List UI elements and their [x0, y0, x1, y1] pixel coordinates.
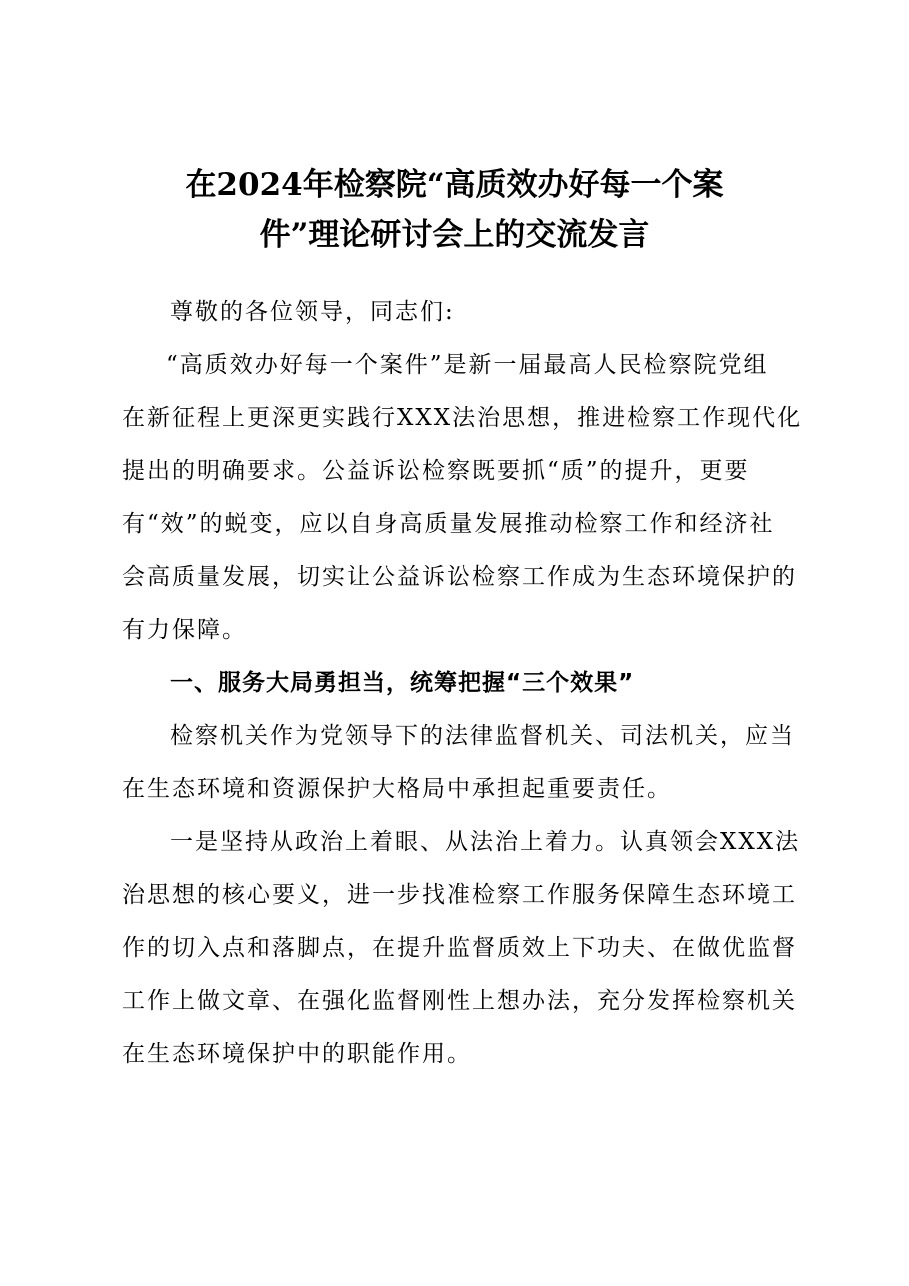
section-heading: [122, 657, 782, 710]
paragraph-line: 作的切入点和落脚点，在提升监督质效上下功夫、在做优监督: [122, 935, 797, 961]
paragraph-line: 会高质量发展，切实让公益诉讼检察工作成为生态环境保护的: [122, 564, 797, 590]
title-line-2: 件”理论研讨会上的交流发言: [259, 217, 650, 253]
section-heading-text: 一、服务大局勇担当，统筹把握“三个效果”: [170, 670, 635, 696]
document-title: [140, 160, 769, 260]
intro-paragraph: [122, 339, 803, 657]
paragraph-line: “高质效办好每一个案件”是新一届最高人民检察院党组: [166, 352, 769, 378]
paragraph-line: 有力保障。: [122, 617, 247, 643]
paragraph-line: 一是坚持从政治上着眼、从法治上着力。认真领会XXX法: [170, 829, 801, 855]
paragraph-line: 在生态环境和资源保护大格局中承担起重要责任。: [122, 776, 672, 802]
paragraph-line: 工作上做文章、在强化监督刚性上想办法，充分发挥检察机关: [122, 988, 797, 1014]
paragraph-line: 在新征程上更深更实践行XXX法治思想，推进检察工作现代化: [122, 405, 803, 431]
paragraph-line: 检察机关作为党领导下的法律监督机关、司法机关，应当: [170, 723, 795, 749]
paragraph-line: 提出的明确要求。公益诉讼检察既要抓“质”的提升，更要: [122, 458, 750, 484]
title-line-1: 在2024年检察院“高质效办好每一个案: [185, 167, 724, 203]
document-body: [122, 286, 803, 1081]
paragraph-line: 治思想的核心要义，进一步找准检察工作服务保障生态环境工: [122, 882, 797, 908]
paragraph-line: 有“效”的蜕变，应以自身高质量发展推动检察工作和经济社: [122, 511, 775, 537]
section-paragraph-1: [122, 710, 795, 816]
section-paragraph-2: [122, 816, 801, 1081]
salutation-text: 尊敬的各位领导，同志们:: [170, 299, 455, 325]
paragraph-line: 在生态环境保护中的职能作用。: [122, 1041, 472, 1067]
salutation: [122, 286, 782, 339]
